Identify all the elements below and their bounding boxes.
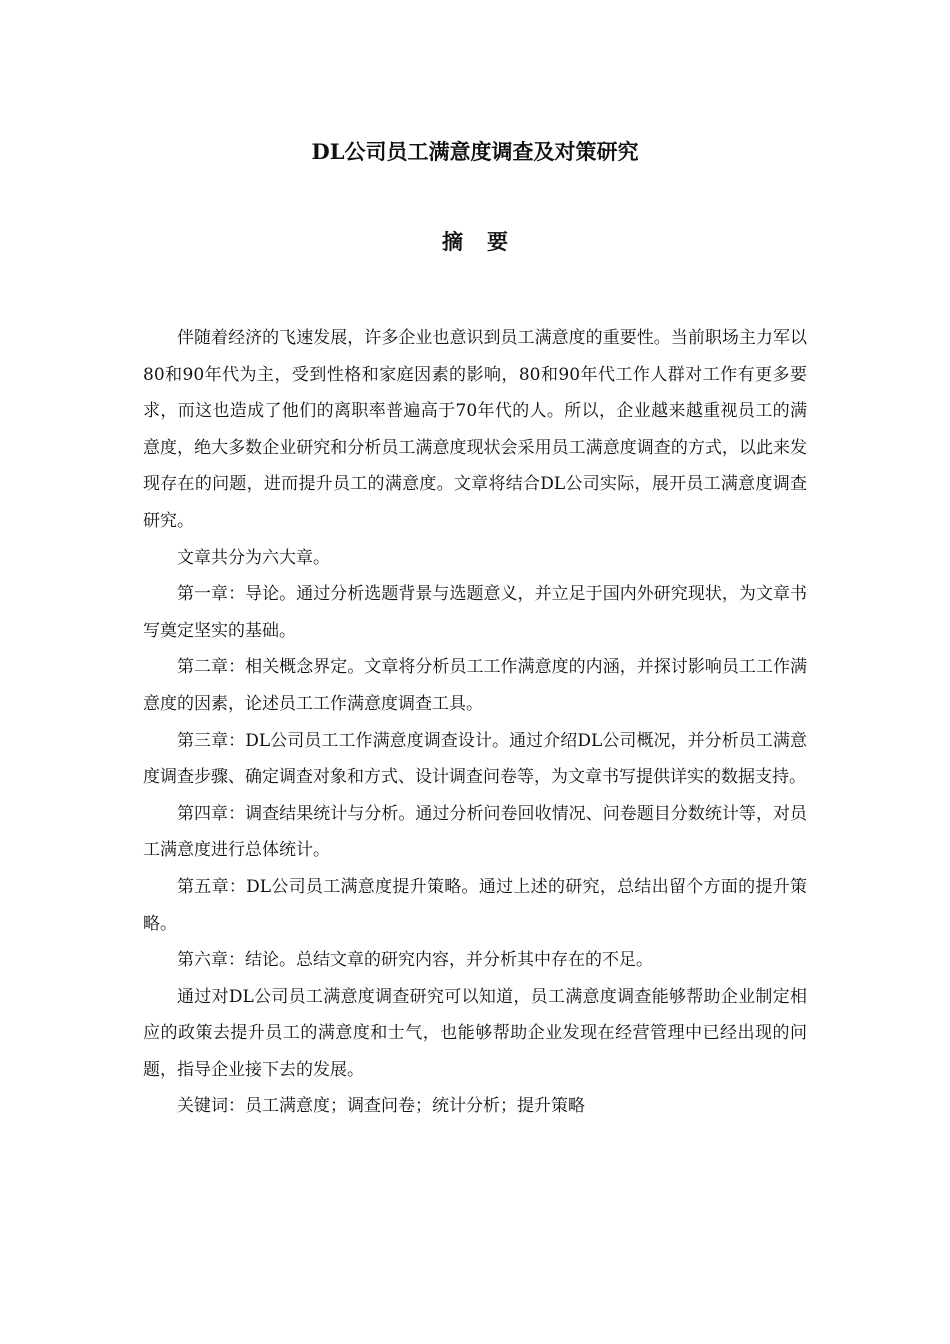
paragraph-chapter-1: 第一章：导论。通过分析选题背景与选题意义，并立足于国内外研究现状，为文章书写奠定坚实的基础。 bbox=[143, 584, 807, 641]
paragraph-conclusion: 通过对DL公司员工满意度调查研究可以知道，员工满意度调查能够帮助企业制定相应的政策去提升员工的满意度和士气，也能够帮助企业发现在经营管理中已经出现的问题，指导企业接下去的发展。 bbox=[143, 986, 807, 1080]
document-title: DL公司员工满意度调查及对策研究 bbox=[311, 139, 639, 164]
paragraph-chapter-4: 第四章：调查结果统计与分析。通过分析问卷回收情况、问卷题目分数统计等，对员工满意度进行总体统计。 bbox=[143, 803, 807, 861]
keywords: 关键词：员工满意度；调查问卷；统计分析；提升策略 bbox=[177, 1096, 585, 1117]
paragraph-intro: 伴随着经济的飞速发展，许多企业也意识到员工满意度的重要性。当前职场主力军以80和90年代为主，受到性格和家庭因素的影响，80和90年代工作人群对工作有更多要求，而这也造成了他们的离职率普遍高于70年代的人。所以，企业越来越重视员工的满意度，绝大多数企业研究和分析员工满意度现状会采用员工满意度调查的方式，以此来发现存在的问题，进而提升员工的满意度。文章将结合DL公司实际，展开员工满意度调查研究。 bbox=[143, 328, 807, 531]
paragraph-chapter-5: 第五章：DL公司员工满意度提升策略。通过上述的研究，总结出留个方面的提升策略。 bbox=[143, 876, 807, 934]
paragraph-chapter-6: 第六章：结论。总结文章的研究内容，并分析其中存在的不足。 bbox=[177, 950, 653, 971]
paragraph-chapter-3: 第三章：DL公司员工工作满意度调查设计。通过介绍DL公司概况，并分析员工满意度调查步骤、确定调查对象和方式、设计调查问卷等，为文章书写提供详实的数据支持。 bbox=[143, 730, 807, 788]
paragraph-structure: 文章共分为六大章。 bbox=[177, 547, 330, 568]
paragraph-chapter-2: 第二章：相关概念界定。文章将分析员工工作满意度的内涵，并探讨影响员工工作满意度的因素，论述员工工作满意度调查工具。 bbox=[143, 657, 807, 714]
abstract-body bbox=[143, 320, 807, 1125]
abstract-heading: 摘要 bbox=[442, 229, 532, 254]
